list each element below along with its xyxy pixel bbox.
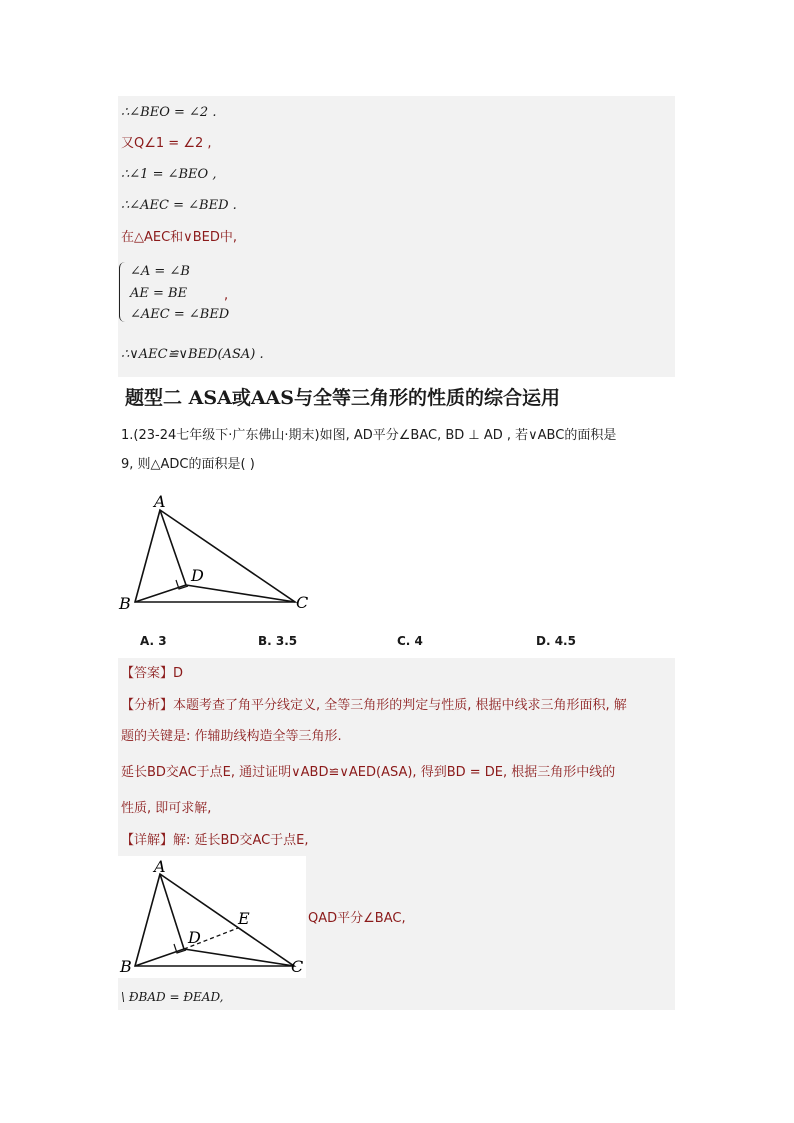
analysis-line-2: 题的关键是: 作辅助线构造全等三角形.	[121, 729, 342, 744]
last-line: \ ÐBAD = ÐEAD,	[121, 990, 224, 1004]
question-line-1: 1.(23-24七年级下·广东佛山·期末)如图, AD平分∠BAC, BD ⊥ AD , 若∨ABC的面积是	[121, 428, 617, 443]
analysis-line-3: 延长BD交AC于点E, 通过证明∨ABD≌∨AED(ASA), 得到BD = DE, 根据三角形中线的	[121, 765, 616, 780]
system-line-1: ∠A = ∠B	[130, 264, 190, 279]
triangle-figure-2	[118, 856, 306, 978]
system-brace	[119, 262, 128, 322]
option-a[interactable]: A. 3	[140, 634, 167, 648]
answer-label: 【答案】D	[121, 666, 184, 681]
label-c: C	[296, 593, 309, 612]
label-b: B	[119, 594, 131, 613]
label-a: A	[154, 492, 166, 511]
system-line-2: AE = BE	[130, 286, 188, 301]
system-comma: ,	[224, 288, 229, 303]
proof-line-4: ∴∠AEC = ∠BED .	[121, 198, 237, 213]
proof-line-6: ∴∨AEC≌∨BED(ASA) .	[121, 347, 264, 362]
fig2-label-d: D	[188, 928, 201, 947]
option-b[interactable]: B. 3.5	[258, 634, 298, 648]
proof-line-2: 又Q∠1 = ∠2 ,	[121, 136, 212, 151]
system-line-3: ∠AEC = ∠BED	[130, 307, 230, 322]
proof-line-3: ∴∠1 = ∠BEO ,	[121, 167, 217, 182]
option-c[interactable]: C. 4	[397, 634, 423, 648]
fig2-label-e: E	[238, 909, 250, 928]
option-d[interactable]: D. 4.5	[536, 634, 576, 648]
fig2-label-c: C	[291, 957, 304, 976]
proof-line-1: ∴∠BEO = ∠2 .	[121, 105, 217, 120]
detail-line: 【详解】解: 延长BD交AC于点E,	[121, 833, 309, 848]
label-d: D	[191, 566, 204, 585]
analysis-line-1: 【分析】本题考查了角平分线定义, 全等三角形的判定与性质, 根据中线求三角形面积, 解	[121, 698, 627, 713]
section-heading: 题型二 ASA或AAS与全等三角形的性质的综合运用	[125, 387, 561, 409]
proof-line-5: 在△AEC和∨BED中,	[121, 230, 237, 245]
analysis-line-4: 性质, 即可求解,	[121, 801, 212, 816]
question-line-2: 9, 则△ADC的面积是( )	[121, 457, 255, 472]
side-note: QAD平分∠BAC,	[308, 911, 406, 926]
triangle-figure-1	[115, 492, 315, 617]
fig2-label-a: A	[154, 857, 166, 876]
fig2-label-b: B	[120, 957, 132, 976]
